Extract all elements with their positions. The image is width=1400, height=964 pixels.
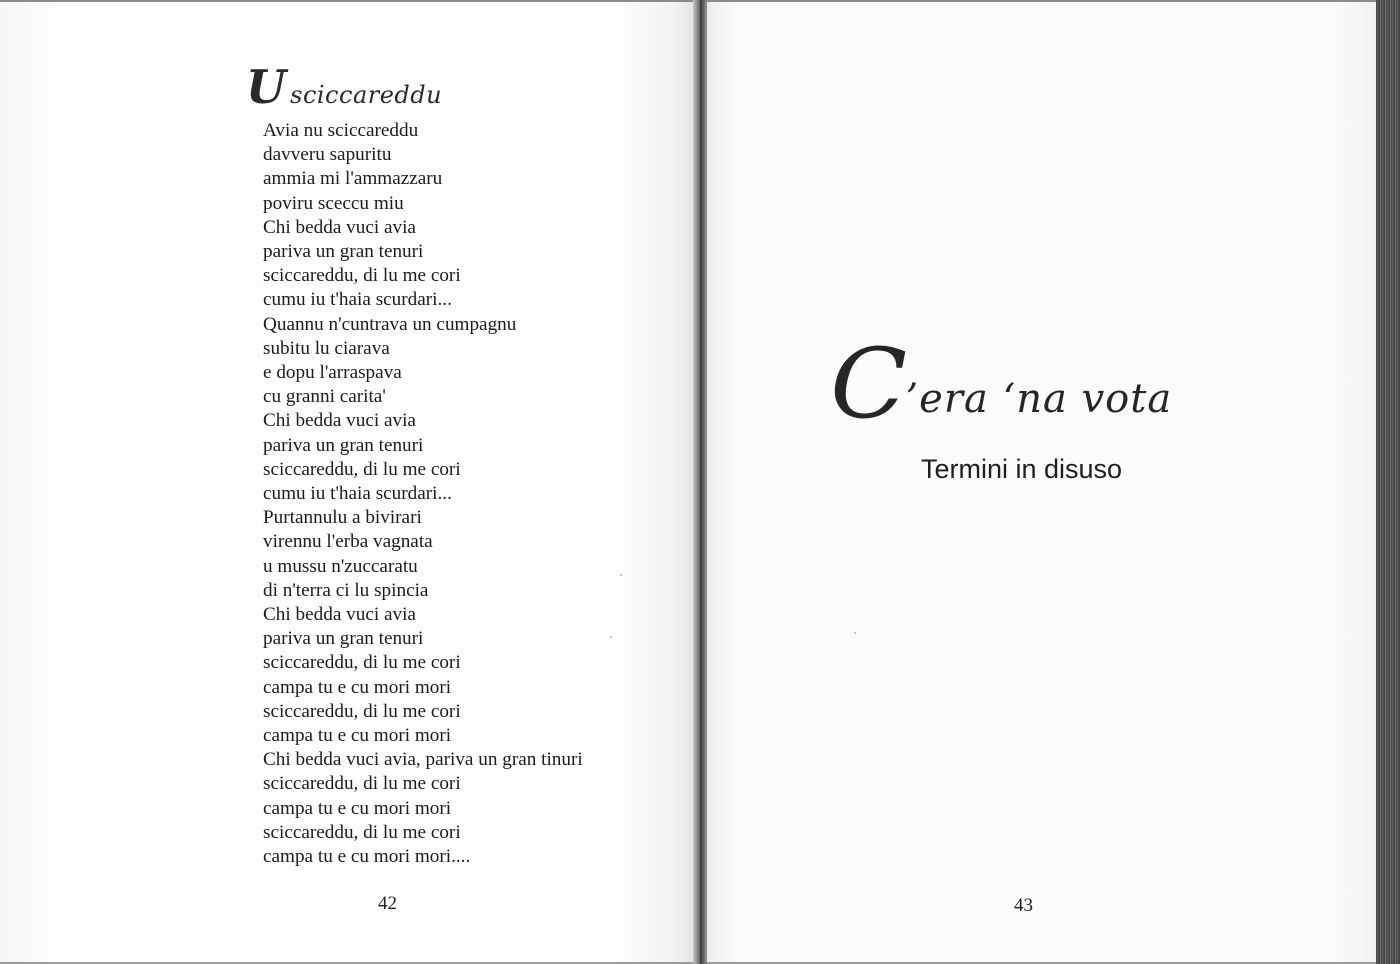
poem-line: campa tu e cu mori mori — [263, 725, 452, 747]
poem-line: davveru sapuritu — [263, 144, 392, 166]
poem-line: pariva un gran tenuri — [263, 241, 424, 263]
poem-line: cu granni carita' — [263, 386, 386, 408]
chapter-title — [830, 328, 1173, 440]
poem-line: Avia nu sciccareddu — [263, 120, 419, 141]
poem-line: sciccareddu, di lu me cori — [263, 773, 461, 795]
page-number-left: 42 — [378, 893, 397, 914]
chapter-title-text: ’era ‘na vota — [905, 376, 1173, 422]
poem-line: pariva un gran tenuri — [263, 628, 424, 650]
poem-line: Quannu n'cuntrava un cumpagnu — [263, 313, 517, 335]
scan-speck — [610, 636, 612, 638]
page-number-right: 43 — [1014, 895, 1033, 916]
chapter-title-initial: C — [830, 328, 908, 440]
page-edges — [1376, 0, 1400, 964]
poem-line: sciccareddu, di lu me cori — [263, 652, 461, 674]
poem-line: sciccareddu, di lu me cori — [263, 821, 461, 843]
poem-line: Chi bedda vuci avia — [263, 604, 416, 626]
poem-line: pariva un gran tenuri — [263, 434, 424, 456]
poem-line: Chi bedda vuci avia, pariva un gran tinuri — [263, 749, 583, 771]
poem-line: sciccareddu, di lu me cori — [263, 700, 461, 722]
poem-line: subitu lu ciarava — [263, 337, 390, 359]
poem-title-text: sciccareddu — [290, 81, 443, 109]
poem-line: di n'terra ci lu spincia — [263, 579, 429, 601]
poem-line: u mussu n'zuccaratu — [263, 555, 418, 577]
scan-speck — [620, 574, 622, 576]
poem-line: Chi bedda vuci avia — [263, 410, 416, 432]
poem-line: cumu iu t'haia scurdari... — [263, 289, 452, 311]
poem-line: Purtannulu a bivirari — [263, 507, 422, 529]
poem-title — [246, 60, 442, 114]
book-gutter — [693, 0, 707, 964]
poem-line: sciccareddu, di lu me cori — [263, 458, 461, 480]
poem-title-initial: U — [246, 60, 285, 114]
chapter-subtitle: Termini in disuso — [921, 454, 1123, 484]
poem-line: poviru sceccu miu — [263, 192, 404, 214]
poem-text — [263, 119, 583, 869]
scan-speck — [854, 632, 856, 634]
poem-line: virennu l'erba vagnata — [263, 531, 433, 553]
poem-line: campa tu e cu mori mori — [263, 676, 452, 698]
poem-line: Chi bedda vuci avia — [263, 216, 416, 238]
poem-line: campa tu e cu mori mori — [263, 797, 452, 819]
poem-line: cumu iu t'haia scurdari... — [263, 483, 452, 505]
poem-line: campa tu e cu mori mori.... — [263, 846, 471, 868]
poem-line: sciccareddu, di lu me cori — [263, 265, 461, 287]
poem-line: ammia mi l'ammazzaru — [263, 168, 443, 190]
poem-line: e dopu l'arraspava — [263, 362, 402, 384]
